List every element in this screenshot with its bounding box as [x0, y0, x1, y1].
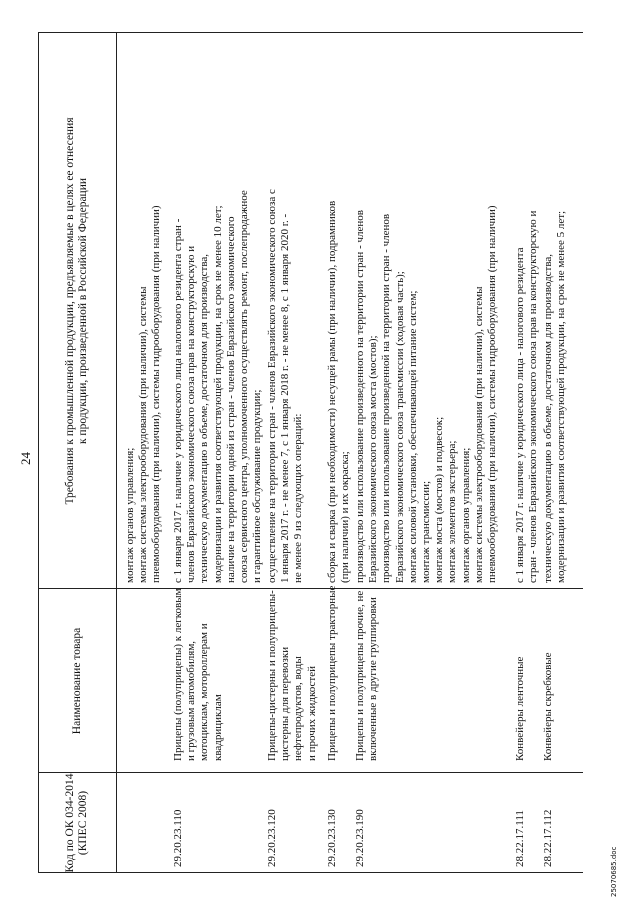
req-line: производство или использование произведенного на территории стран - членов: [354, 210, 366, 583]
name-line: Конвейеры ленточные: [514, 656, 526, 761]
requirements-cell: [172, 43, 264, 583]
req-line: (при наличии) и их окраска;: [339, 451, 352, 583]
name-line: мотоциклам, мотороллерам и: [198, 623, 211, 761]
name-line: и прочих жидкостей: [305, 665, 318, 761]
name-line: цистерны для перевозки: [279, 646, 292, 761]
code-cell: 29.20.23.120: [266, 809, 278, 867]
req-line: пневмооборудования (при наличии), системы гидрооборудования (при наличии): [486, 205, 499, 583]
code-cell: 29.20.23.190: [354, 809, 366, 867]
requirements-cell: [354, 43, 499, 583]
header-req-line: Требования к промышленной продукции, предъявляемые в целях ее отнесения: [64, 117, 76, 505]
requirements-cell: [266, 43, 306, 583]
name-line: и грузовым автомобилям,: [185, 640, 198, 761]
name-cell: [542, 595, 555, 761]
req-line: монтаж элементов экстерьера;: [446, 440, 459, 583]
name-line: Конвейеры скребковые: [542, 652, 554, 761]
requirements-cell: [124, 43, 164, 583]
req-line: монтаж моста (мостов) и подвесок;: [433, 416, 446, 583]
req-line: Евразийского экономического союза трансмиссии (ходовая часть);: [393, 271, 406, 583]
req-line: не менее 9 из следующих операций:: [292, 413, 305, 583]
req-line: монтаж системы электрооборудования (при наличии), системы: [137, 286, 150, 583]
req-line: осуществление на территории стран - членов Евразийского экономического союза с: [266, 189, 278, 583]
req-line: 1 января 2017 г. - не менее 7, с 1 января 2018 г. - не менее 8, с 1 января 2020 г. -: [279, 213, 292, 583]
req-line: союза сервисного центра, уполномоченного осуществлять ремонт, послепродажное: [238, 190, 251, 583]
name-line: квадрициклам: [211, 694, 224, 761]
header-req-line: к продукции, произведенной в Российской Федерации: [77, 177, 89, 445]
req-line: монтаж органов управления;: [459, 447, 472, 583]
code-cell: 29.20.23.130: [326, 809, 338, 867]
name-cell: [354, 590, 380, 761]
name-cell: [172, 588, 225, 761]
requirements-cell: [542, 43, 568, 583]
name-line: Прицепы и полуприцепы прочие, не: [354, 590, 366, 761]
req-line: монтаж силовой установки, обеспечивающей питание систем;: [406, 290, 419, 583]
name-line: Прицепы и полуприцепы тракторные: [326, 585, 338, 761]
name-cell: [326, 585, 339, 761]
requirements-table: [38, 33, 583, 873]
header-name: [38, 589, 117, 773]
req-line: с 1 января 2017 г. наличие у юридического лица - налогового резидента: [514, 247, 526, 583]
name-line: Прицепы (полуприцепы) к легковым: [172, 588, 184, 761]
file-code: 25070685.doc: [610, 846, 618, 897]
name-line: нефтепродуктов, воды: [292, 656, 305, 761]
req-line: сборка и сварка (при необходимости) несущей рамы (при наличии), подрамников: [326, 200, 338, 583]
table-border-right: [38, 32, 583, 33]
requirements-cell: [326, 43, 352, 583]
req-line: монтаж органов управления;: [124, 447, 136, 583]
req-line: техническую документацию в объеме, достаточном для производства,: [198, 253, 211, 583]
req-line: стран - членов Евразийского экономического союза прав на конструкторскую и: [527, 210, 540, 583]
table-border-top: [38, 33, 39, 873]
header-name-line: Наименование товара: [70, 627, 83, 735]
name-cell: [514, 595, 527, 761]
req-line: модернизации и развития соответствующей продукции, на срок не менее 10 лет;: [211, 205, 224, 583]
header-code: [38, 773, 117, 873]
req-line: членов Евразийского экономического союза прав на конструкторскую и: [185, 245, 198, 583]
requirements-cell: [514, 43, 540, 583]
req-line: пневмооборудования (при наличии), системы гидрооборудования (при наличии): [150, 205, 163, 583]
req-line: модернизации и развития соответствующей продукции, на срок не менее 5 лет;: [555, 210, 568, 583]
header-requirements: [38, 33, 117, 589]
req-line: Евразийского экономического союза моста (мостов);: [367, 335, 380, 583]
req-line: с 1 января 2017 г. наличие у юридического лица налогового резидента стран -: [172, 218, 184, 583]
column-divider: [38, 588, 583, 589]
column-divider: [38, 772, 583, 773]
req-line: монтаж системы электрооборудования (при наличии), системы: [472, 286, 485, 583]
name-line: включенные в другие группировки: [367, 597, 380, 761]
header-code-line: Код по ОК 034-2014: [64, 773, 76, 873]
req-line: наличие на территории одной из стран - членов Евразийского экономического: [224, 216, 237, 583]
req-line: монтаж трансмиссии;: [420, 480, 433, 583]
req-line: производство или использование произведенной на территории стран - членов: [380, 213, 393, 583]
code-cell: 29.20.23.110: [172, 809, 184, 867]
code-cell: 28.22.17.111: [514, 810, 526, 867]
header-code-line: (КПЕС 2008): [77, 790, 89, 856]
req-line: техническую документацию в объеме, достаточном для производства,: [542, 253, 554, 583]
name-line: Прицепы-цистерны и полуприцепы-: [266, 590, 278, 761]
page-number: 24: [18, 452, 33, 465]
table-border-left: [38, 872, 583, 873]
name-cell: [266, 590, 319, 761]
code-cell: 28.22.17.112: [542, 809, 554, 867]
req-line: и гарантийное обслуживание продукции;: [251, 389, 264, 583]
